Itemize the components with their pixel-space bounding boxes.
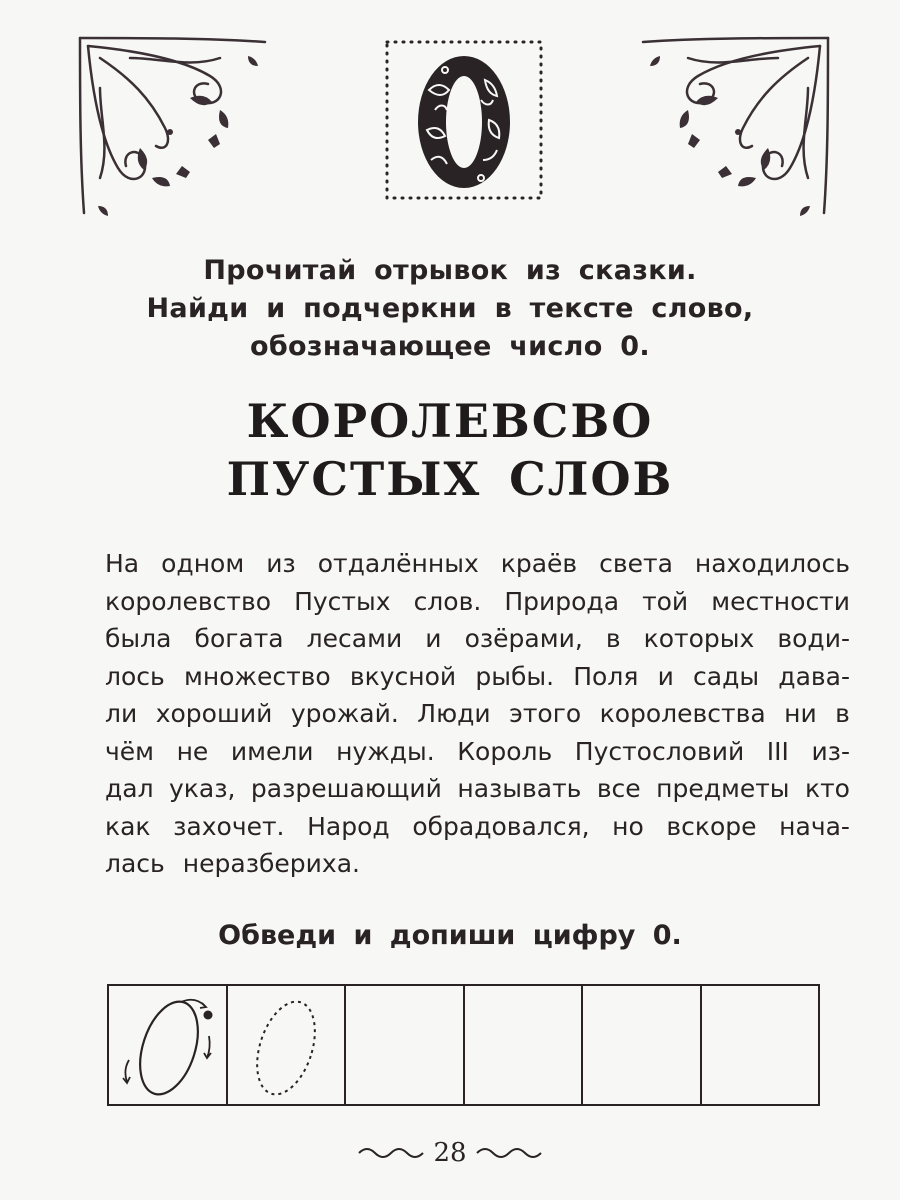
story-line <box>105 770 850 808</box>
story-word: имели <box>230 736 314 766</box>
story-word: все <box>596 774 641 803</box>
story-word: разрешающий <box>250 774 442 803</box>
story-word: нужды. <box>336 736 435 766</box>
story-word: как <box>105 811 151 841</box>
story-word: краёв <box>500 549 578 578</box>
story-word: в <box>605 624 621 653</box>
story-word: не <box>176 736 209 766</box>
story-word: чём <box>105 736 155 766</box>
story-word: одном <box>161 549 245 578</box>
instruction-line-1: Прочитай отрывок из сказки. <box>203 255 697 286</box>
story-word: богата <box>194 624 284 653</box>
tracing-cell-empty[interactable] <box>583 986 702 1104</box>
story-word: вскоре <box>666 811 757 841</box>
story-title <box>0 392 900 508</box>
story-word: нача- <box>779 811 850 841</box>
story-word: ли <box>105 699 138 728</box>
story-word: находилось <box>694 549 850 578</box>
story-word: На <box>105 549 140 578</box>
story-word: и <box>425 624 442 653</box>
story-word: озёрами, <box>464 624 583 653</box>
story-line <box>105 583 850 621</box>
story-word: дал <box>105 774 154 803</box>
instruction-line-3: обозначающее число 0. <box>250 331 650 362</box>
story-word: местности <box>711 586 850 616</box>
story-text <box>105 545 850 883</box>
story-line <box>105 808 850 846</box>
story-line <box>105 658 850 696</box>
tracing-grid <box>107 984 820 1106</box>
story-word: вкусной <box>349 661 457 691</box>
story-word: из- <box>811 736 850 766</box>
story-line <box>105 733 850 771</box>
story-word: света <box>599 549 673 578</box>
tracing-cell-empty[interactable] <box>346 986 465 1104</box>
story-word: обрадовался, <box>412 811 590 841</box>
page-number: 28 <box>433 1138 467 1168</box>
story-word: III <box>766 736 789 766</box>
story-title-line-2: ПУСТЫХ СЛОВ <box>226 452 674 506</box>
story-word: которых <box>643 624 755 653</box>
tracing-cell-example <box>109 986 228 1104</box>
story-word: той <box>642 586 689 616</box>
corner-ornament-left <box>70 28 270 218</box>
story-word: слов. <box>413 586 482 616</box>
story-word: урожай. <box>290 699 399 728</box>
story-word: указ, <box>169 774 236 803</box>
story-word: отдалённых <box>317 549 479 578</box>
story-word: Поля <box>573 661 639 691</box>
story-word: королевства <box>599 699 766 728</box>
story-word: кто <box>804 774 850 803</box>
story-word: королевство <box>105 586 271 616</box>
story-word: Народ <box>307 811 390 841</box>
story-word: лось <box>105 661 165 691</box>
story-line <box>105 845 850 883</box>
story-line <box>105 545 850 583</box>
story-word: хороший <box>155 699 273 728</box>
story-word: и <box>657 661 674 691</box>
story-word: дава- <box>778 661 850 691</box>
story-word: неразбериха. <box>182 849 360 878</box>
dotted-zero-icon <box>228 986 346 1104</box>
story-word: захочет. <box>173 811 285 841</box>
story-word: предметы <box>656 774 790 803</box>
story-word: этого <box>509 699 582 728</box>
story-word: Пустых <box>294 586 391 616</box>
story-word: Люди <box>417 699 491 728</box>
story-title-line-1: КОРОЛЕВСВО <box>246 394 654 448</box>
story-word: ни <box>784 699 817 728</box>
story-line <box>105 620 850 658</box>
instruction-line-2: Найди и подчеркни в тексте слово, <box>146 293 754 324</box>
story-word: Пустословий <box>574 736 745 766</box>
story-word: была <box>105 624 172 653</box>
decorative-digit-frame <box>385 40 543 200</box>
reading-instruction <box>0 252 900 366</box>
story-line <box>105 695 850 733</box>
story-word: лась <box>105 849 165 878</box>
wave-flourish-right-icon <box>475 1143 543 1163</box>
tracing-cell-empty[interactable] <box>702 986 819 1104</box>
story-word: Природа <box>504 586 620 616</box>
story-word: из <box>266 549 296 578</box>
page-footer <box>0 1138 900 1168</box>
wave-flourish-left-icon <box>357 1143 425 1163</box>
story-word: называть <box>457 774 582 803</box>
story-word: сады <box>693 661 760 691</box>
tracing-cell-empty[interactable] <box>465 986 584 1104</box>
story-word: множество <box>183 661 331 691</box>
tracing-instruction: Обведи и допиши цифру 0. <box>218 920 682 951</box>
story-word: лесами <box>306 624 403 653</box>
story-word: Король <box>457 736 553 766</box>
tracing-cell-dotted[interactable] <box>228 986 347 1104</box>
story-word: в <box>835 699 850 728</box>
story-word: води- <box>777 624 850 653</box>
story-word: но <box>612 811 644 841</box>
decorative-digit-zero <box>385 40 543 200</box>
story-word: рыбы. <box>475 661 555 691</box>
zero-stroke-guide-icon <box>109 986 227 1104</box>
corner-ornament-right <box>638 28 838 218</box>
